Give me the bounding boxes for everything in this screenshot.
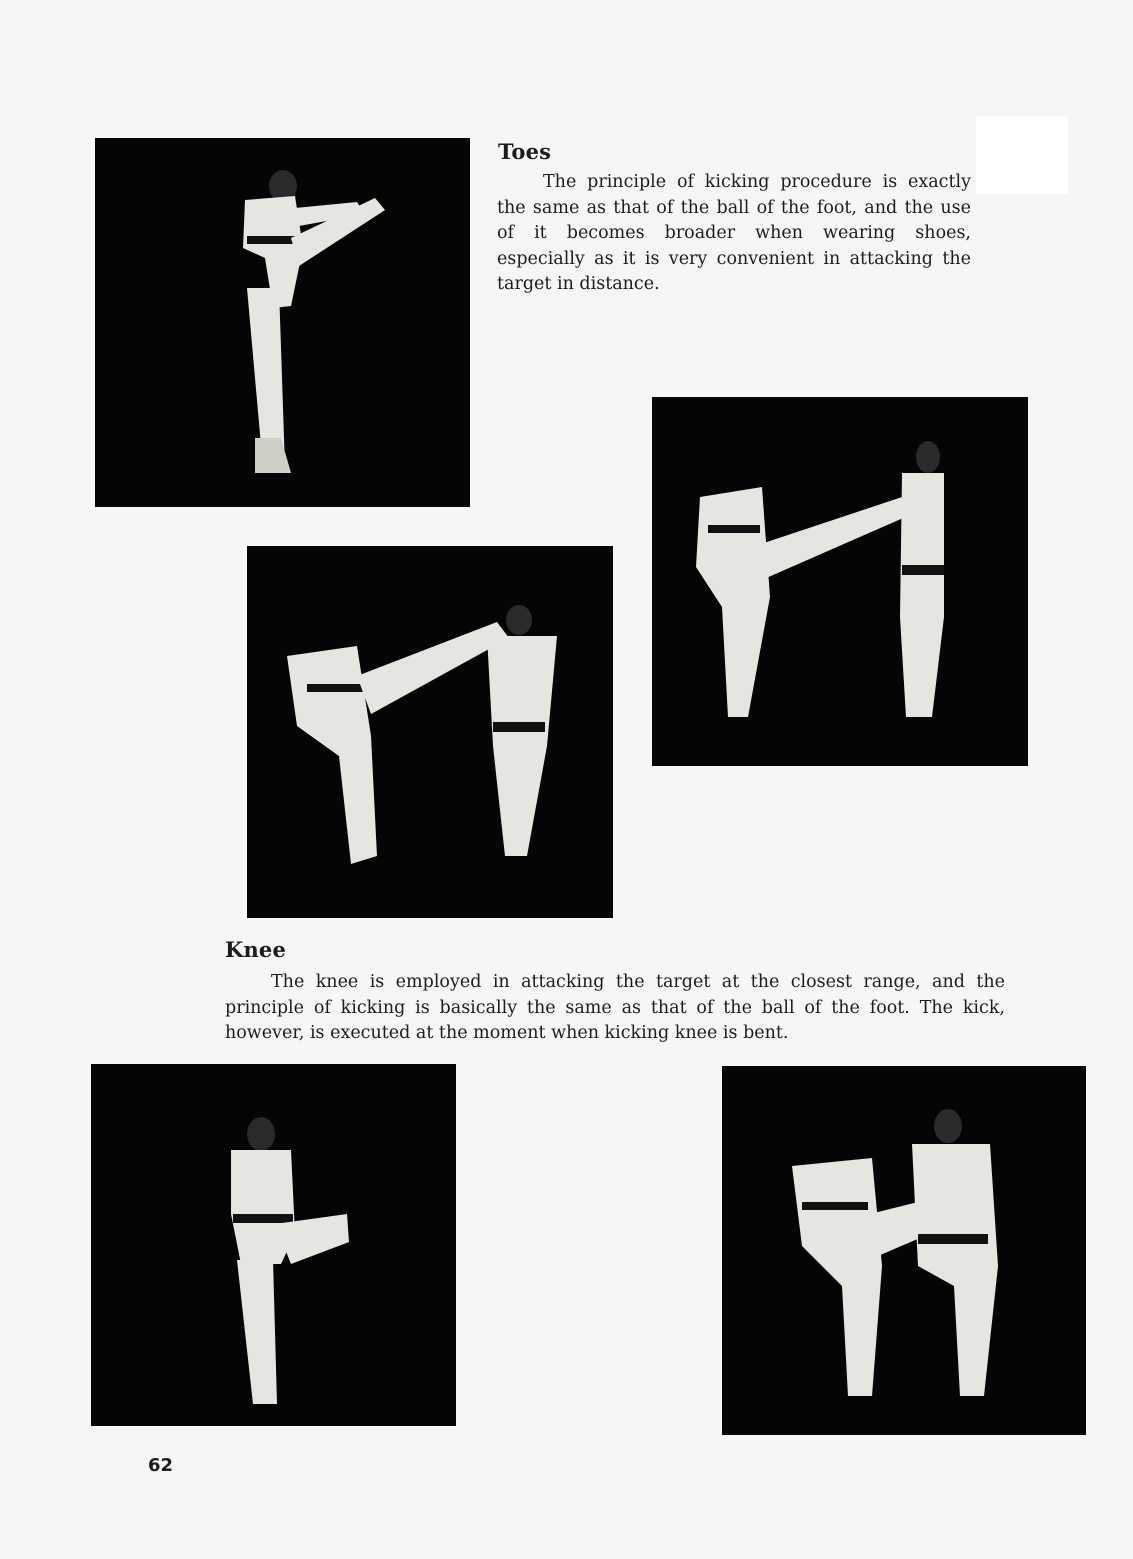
photo-knee-strike-pair <box>722 1066 1086 1435</box>
photo-knee-strike-solo <box>91 1064 456 1426</box>
paragraph-knee: The knee is employed in attacking the target at the closest range, and the principle of kicking is basically the same as that of the ball of the foot. The kick, however, is executed at the moment when kicking knee is bent. <box>225 972 1005 1043</box>
photo-toe-kick-solo <box>95 138 470 507</box>
photo-toe-kick-pair-left <box>247 546 613 918</box>
photo-toe-kick-pair-right <box>652 397 1028 766</box>
figure-toe-kick-pair-left <box>247 546 613 918</box>
figure-knee-strike-solo <box>91 1064 456 1426</box>
page-number: 62 <box>148 1455 174 1476</box>
blank-patch <box>976 116 1068 194</box>
heading-knee: Knee <box>225 937 287 962</box>
figure-toe-kick-pair-right <box>652 397 1028 766</box>
heading-toes: Toes <box>498 139 552 164</box>
figure-knee-strike-pair <box>722 1066 1086 1435</box>
figure-toe-kick-solo <box>95 138 470 507</box>
paragraph-toes: The principle of kicking procedure is exactly the same as that of the ball of the foot, and the use of it becomes broader when wearing shoes, especially as it is very convenient in attacking the target in distance. <box>497 172 971 294</box>
